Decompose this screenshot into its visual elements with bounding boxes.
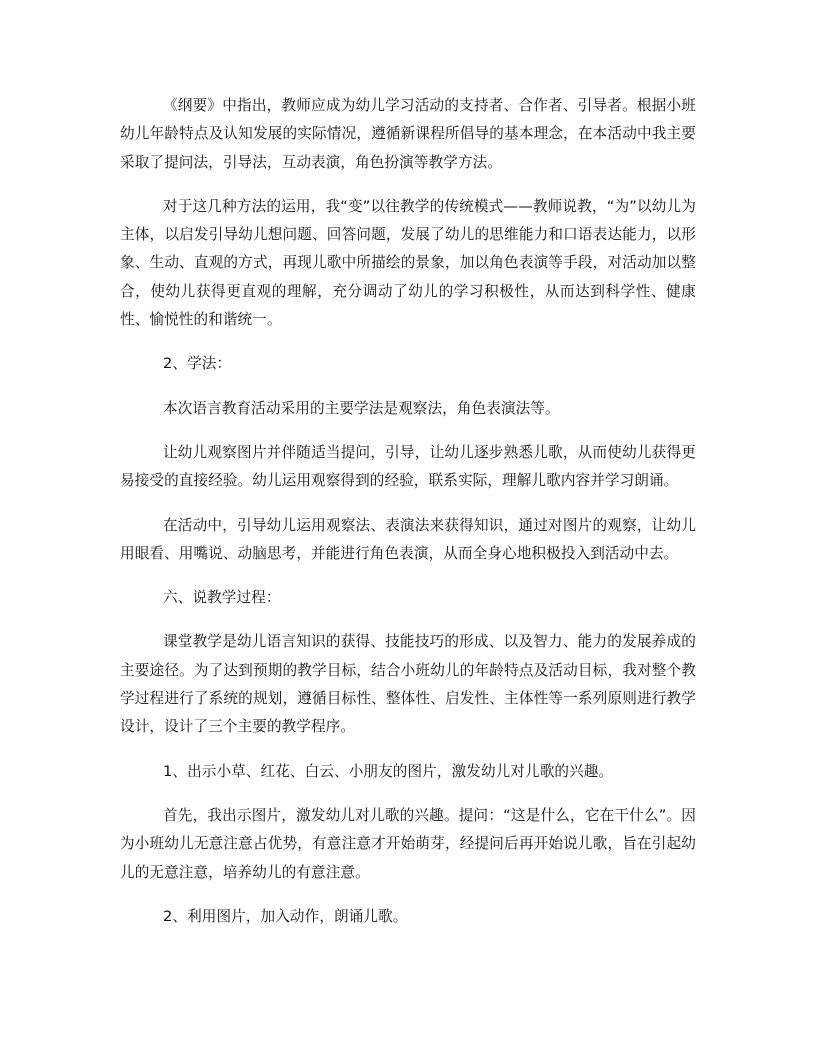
paragraph-observation-method: 让幼儿观察图片并伴随适当提问，引导，让幼儿逐步熟悉儿歌，从而使幼儿获得更易接受的直接经验。幼儿运用观察得到的经验，联系实际，理解儿歌内容并学习朗诵。 bbox=[120, 443, 696, 490]
heading-teaching-process: 六、说教学过程： bbox=[163, 589, 281, 607]
paragraph-methods-application: 对于这几种方法的运用，我“变”以往教学的传统模式——教师说教，“为”以幼儿为主体，以启发引导幼儿想问题、回答问题，发展了幼儿的思维能力和口语表达能力，以形象、生动、直观的方式，再现儿歌中所描绘的景象，加以角色表演等手段，对活动加以整合，使幼儿获得更直观的理解，充分调动了幼儿的学习积极性，从而达到科学性、健康性、愉悦性的和谐统一。 bbox=[120, 197, 696, 329]
heading-step-two: 2、利用图片，加入动作，朗诵儿歌。 bbox=[163, 907, 408, 925]
paragraph-teaching-methods-intro: 《纲要》中指出，教师应成为幼儿学习活动的支持者、合作者、引导者。根据小班幼儿年龄特点及认知发展的实际情况，遵循新课程所倡导的基本理念，在本活动中我主要采取了提问法，引导法，互动表演，角色扮演等教学方法。 bbox=[120, 97, 696, 171]
heading-step-one: 1、出示小草、红花、白云、小朋友的图片，激发幼儿对儿歌的兴趣。 bbox=[163, 762, 614, 780]
paragraph-main-learning-methods: 本次语言教育活动采用的主要学法是观察法，角色表演法等。 bbox=[163, 399, 560, 417]
paragraph-classroom-teaching: 课堂教学是幼儿语言知识的获得、技能技巧的形成、以及智力、能力的发展养成的主要途径。为了达到预期的教学目标，结合小班幼儿的年龄特点及活动目标，我对整个教学过程进行了系统的规划，遵循目标性、整体性、启发性、主体性等一系列原则进行教学设计，设计了三个主要的教学程序。 bbox=[120, 633, 696, 736]
document-body bbox=[120, 92, 696, 947]
paragraph-step-one-detail: 首先，我出示图片，激发幼儿对儿歌的兴趣。提问：“这是什么，它在干什么”。因为小班幼儿无意注意占优势，有意注意才开始萌芽，经提问后再开始说儿歌，旨在引起幼儿的无意注意，培养幼儿的有意注意。 bbox=[120, 806, 696, 881]
heading-learning-methods: 2、学法： bbox=[163, 355, 232, 373]
paragraph-activity-guidance: 在活动中，引导幼儿运用观察法、表演法来获得知识，通过对图片的观察，让幼儿用眼看、用嘴说、动脑思考，并能进行角色表演，从而全身心地积极投入到活动中去。 bbox=[120, 516, 696, 562]
